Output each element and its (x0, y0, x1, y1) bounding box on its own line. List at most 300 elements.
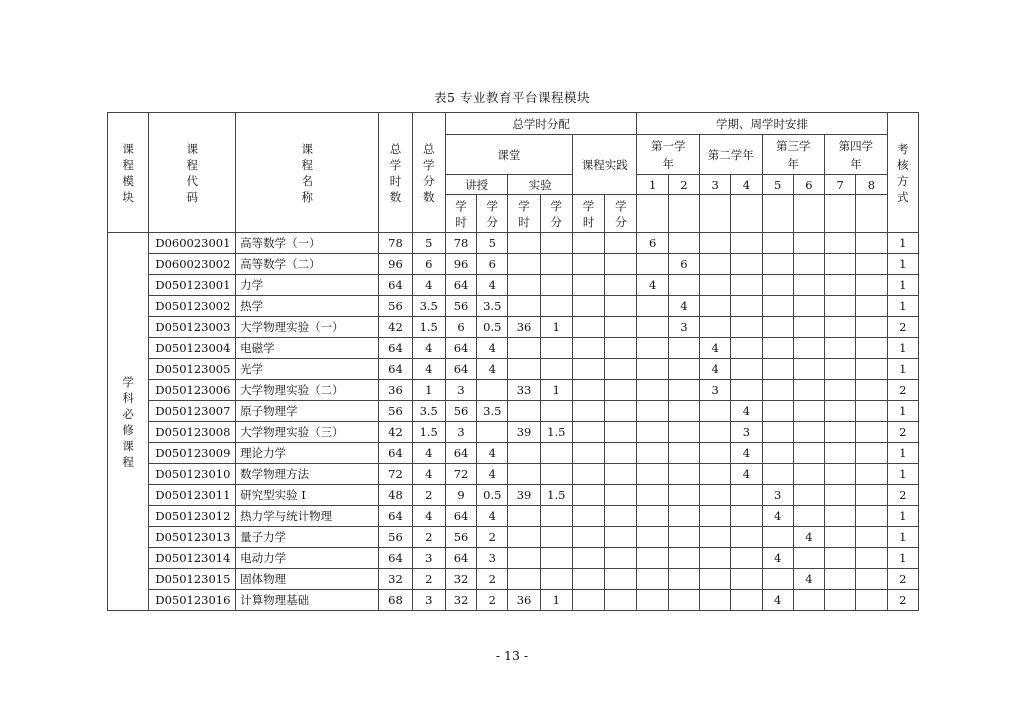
cell-name: 量子力学 (236, 527, 379, 548)
cell-name: 大学物理实验（二） (236, 380, 379, 401)
cell-lec-h: 3 (445, 422, 476, 443)
cell-t2 (668, 527, 699, 548)
header-year-1: 第一学 年 (637, 135, 700, 175)
cell-prac-c (605, 590, 637, 611)
header-hours: 学时 (508, 195, 540, 233)
header-lecture: 讲授 (445, 175, 508, 195)
cell-t4 (731, 233, 762, 254)
cell-name: 大学物理实验（一） (236, 317, 379, 338)
cell-assess: 1 (887, 443, 918, 464)
header-term-blank (762, 195, 793, 233)
cell-t2: 6 (668, 254, 699, 275)
cell-prac-h (572, 275, 604, 296)
cell-assess: 2 (887, 569, 918, 590)
cell-t3 (700, 233, 731, 254)
cell-prac-h (572, 464, 604, 485)
cell-exp-h (508, 296, 540, 317)
cell-t1 (637, 296, 668, 317)
header-credits: 学分 (605, 195, 637, 233)
cell-code: D050123007 (149, 401, 236, 422)
cell-exp-h (508, 359, 540, 380)
cell-t1 (637, 254, 668, 275)
cell-credits: 4 (412, 506, 445, 527)
cell-t3: 3 (700, 380, 731, 401)
cell-exp-c (540, 464, 572, 485)
cell-t6 (793, 254, 824, 275)
cell-t3 (700, 443, 731, 464)
cell-t2 (668, 422, 699, 443)
cell-t2 (668, 401, 699, 422)
cell-code: D050123003 (149, 317, 236, 338)
cell-t5 (762, 401, 793, 422)
table-row (108, 233, 919, 254)
cell-hours: 68 (379, 590, 412, 611)
cell-credits: 4 (412, 359, 445, 380)
cell-exp-h (508, 443, 540, 464)
cell-prac-h (572, 422, 604, 443)
header-term: 4 (731, 175, 762, 195)
header-hours: 学时 (572, 195, 604, 233)
cell-exp-c (540, 338, 572, 359)
cell-credits: 3 (412, 590, 445, 611)
cell-prac-c (605, 485, 637, 506)
cell-credits: 2 (412, 527, 445, 548)
cell-t8 (856, 422, 887, 443)
header-name: 课程名称 (236, 113, 379, 233)
cell-exp-c: 1 (540, 590, 572, 611)
cell-exp-h: 36 (508, 590, 540, 611)
cell-t7 (825, 338, 856, 359)
cell-t5 (762, 254, 793, 275)
cell-code: D050123015 (149, 569, 236, 590)
cell-prac-c (605, 443, 637, 464)
cell-hours: 64 (379, 275, 412, 296)
cell-t8 (856, 317, 887, 338)
cell-t6 (793, 233, 824, 254)
cell-name: 电磁学 (236, 338, 379, 359)
cell-name: 高等数学（二） (236, 254, 379, 275)
cell-t1: 4 (637, 275, 668, 296)
cell-credits: 1.5 (412, 422, 445, 443)
cell-prac-h (572, 506, 604, 527)
header-credits: 学分 (477, 195, 508, 233)
table-row (108, 590, 919, 611)
header-total-hours: 总学时数 (379, 113, 412, 233)
cell-t4: 4 (731, 443, 762, 464)
cell-credits: 4 (412, 464, 445, 485)
cell-exp-c: 1 (540, 317, 572, 338)
cell-assess: 1 (887, 464, 918, 485)
cell-lec-h: 56 (445, 401, 476, 422)
cell-t4 (731, 527, 762, 548)
cell-lec-h: 56 (445, 296, 476, 317)
cell-t4: 3 (731, 422, 762, 443)
cell-assess: 2 (887, 422, 918, 443)
cell-lec-h: 9 (445, 485, 476, 506)
header-term-blank (668, 195, 699, 233)
cell-lec-c: 4 (477, 275, 508, 296)
cell-prac-h (572, 569, 604, 590)
cell-lec-c: 2 (477, 590, 508, 611)
cell-assess: 1 (887, 296, 918, 317)
cell-t5 (762, 443, 793, 464)
cell-code: D050123014 (149, 548, 236, 569)
cell-prac-h (572, 338, 604, 359)
cell-t3 (700, 590, 731, 611)
table-title: 表5 专业教育平台课程模块 (434, 90, 590, 105)
cell-lec-h: 64 (445, 338, 476, 359)
cell-t7 (825, 317, 856, 338)
cell-lec-c (477, 380, 508, 401)
cell-name: 数学物理方法 (236, 464, 379, 485)
cell-t4 (731, 296, 762, 317)
page-number: - 13 - (495, 648, 529, 663)
cell-t5 (762, 527, 793, 548)
cell-lec-h: 3 (445, 380, 476, 401)
cell-t1 (637, 506, 668, 527)
cell-t2 (668, 443, 699, 464)
cell-exp-h (508, 506, 540, 527)
cell-name: 原子物理学 (236, 401, 379, 422)
cell-t4 (731, 380, 762, 401)
cell-t5 (762, 317, 793, 338)
cell-t3 (700, 422, 731, 443)
cell-prac-c (605, 464, 637, 485)
cell-credits: 2 (412, 569, 445, 590)
cell-hours: 56 (379, 527, 412, 548)
cell-t1 (637, 590, 668, 611)
cell-hours: 64 (379, 548, 412, 569)
cell-t1 (637, 317, 668, 338)
header-classroom: 课堂 (445, 135, 572, 175)
cell-t7 (825, 422, 856, 443)
cell-t5 (762, 359, 793, 380)
header-term: 5 (762, 175, 793, 195)
cell-exp-c (540, 254, 572, 275)
cell-exp-c (540, 506, 572, 527)
cell-t3 (700, 506, 731, 527)
cell-t6 (793, 464, 824, 485)
header-credits: 学分 (540, 195, 572, 233)
cell-t5: 4 (762, 506, 793, 527)
cell-t8 (856, 569, 887, 590)
cell-t2 (668, 548, 699, 569)
cell-t7 (825, 401, 856, 422)
cell-hours: 72 (379, 464, 412, 485)
cell-t5 (762, 464, 793, 485)
cell-t4 (731, 275, 762, 296)
cell-t6 (793, 590, 824, 611)
cell-t1 (637, 380, 668, 401)
cell-exp-c (540, 233, 572, 254)
header-code: 课程代码 (149, 113, 236, 233)
cell-exp-h (508, 401, 540, 422)
cell-prac-c (605, 338, 637, 359)
cell-t5 (762, 422, 793, 443)
cell-code: D050123001 (149, 275, 236, 296)
cell-name: 高等数学（一） (236, 233, 379, 254)
cell-t1 (637, 359, 668, 380)
cell-prac-h (572, 401, 604, 422)
cell-prac-c (605, 380, 637, 401)
cell-prac-c (605, 317, 637, 338)
cell-lec-c: 4 (477, 443, 508, 464)
cell-lec-c: 4 (477, 506, 508, 527)
cell-lec-c: 6 (477, 254, 508, 275)
cell-t7 (825, 506, 856, 527)
cell-code: D060023002 (149, 254, 236, 275)
cell-name: 热学 (236, 296, 379, 317)
table-row (108, 506, 919, 527)
cell-credits: 1 (412, 380, 445, 401)
cell-t3 (700, 485, 731, 506)
cell-t6 (793, 380, 824, 401)
cell-exp-c (540, 527, 572, 548)
cell-t3 (700, 254, 731, 275)
cell-exp-c: 1.5 (540, 485, 572, 506)
cell-t3 (700, 527, 731, 548)
cell-t4: 4 (731, 401, 762, 422)
cell-prac-h (572, 590, 604, 611)
cell-t6 (793, 317, 824, 338)
header-term: 1 (637, 175, 668, 195)
header-term-blank (793, 195, 824, 233)
cell-exp-h: 33 (508, 380, 540, 401)
cell-lec-h: 32 (445, 569, 476, 590)
cell-t5 (762, 338, 793, 359)
header-hours: 学时 (445, 195, 476, 233)
cell-t1 (637, 338, 668, 359)
cell-t7 (825, 548, 856, 569)
cell-exp-h (508, 569, 540, 590)
cell-t6: 4 (793, 527, 824, 548)
cell-t3 (700, 317, 731, 338)
cell-t6 (793, 443, 824, 464)
cell-prac-c (605, 275, 637, 296)
cell-name: 光学 (236, 359, 379, 380)
cell-lec-h: 78 (445, 233, 476, 254)
cell-assess: 2 (887, 485, 918, 506)
cell-exp-h: 36 (508, 317, 540, 338)
cell-t7 (825, 296, 856, 317)
cell-code: D050123010 (149, 464, 236, 485)
cell-t2 (668, 359, 699, 380)
cell-t3 (700, 548, 731, 569)
cell-exp-c (540, 296, 572, 317)
cell-t3 (700, 569, 731, 590)
cell-code: D050123013 (149, 527, 236, 548)
cell-t8 (856, 275, 887, 296)
cell-t2 (668, 464, 699, 485)
cell-exp-h (508, 338, 540, 359)
cell-exp-h (508, 254, 540, 275)
cell-lec-h: 6 (445, 317, 476, 338)
cell-t5 (762, 380, 793, 401)
cell-t5 (762, 296, 793, 317)
header-total-credits: 总学分数 (412, 113, 445, 233)
header-semester-arrangement: 学期、周学时安排 (637, 113, 887, 135)
cell-t2 (668, 275, 699, 296)
cell-t5 (762, 275, 793, 296)
table-row (108, 359, 919, 380)
cell-prac-c (605, 548, 637, 569)
cell-hours: 64 (379, 506, 412, 527)
cell-assess: 1 (887, 254, 918, 275)
cell-hours: 48 (379, 485, 412, 506)
cell-code: D050123002 (149, 296, 236, 317)
header-term-blank (731, 195, 762, 233)
cell-credits: 4 (412, 443, 445, 464)
cell-assess: 1 (887, 359, 918, 380)
cell-t3 (700, 296, 731, 317)
cell-prac-h (572, 233, 604, 254)
cell-t4 (731, 317, 762, 338)
cell-t8 (856, 380, 887, 401)
cell-lec-c: 3 (477, 548, 508, 569)
cell-prac-c (605, 254, 637, 275)
cell-prac-c (605, 401, 637, 422)
cell-lec-c: 0.5 (477, 317, 508, 338)
cell-name: 大学物理实验（三） (236, 422, 379, 443)
cell-t8 (856, 548, 887, 569)
cell-t1 (637, 401, 668, 422)
table-row (108, 527, 919, 548)
cell-exp-c (540, 443, 572, 464)
cell-t8 (856, 338, 887, 359)
cell-t8 (856, 233, 887, 254)
cell-t8 (856, 401, 887, 422)
cell-exp-h (508, 464, 540, 485)
cell-t4 (731, 359, 762, 380)
cell-exp-h (508, 548, 540, 569)
cell-t4 (731, 506, 762, 527)
cell-t6 (793, 401, 824, 422)
table-row (108, 401, 919, 422)
cell-t7 (825, 233, 856, 254)
cell-assess: 2 (887, 380, 918, 401)
cell-exp-h (508, 527, 540, 548)
cell-t7 (825, 254, 856, 275)
cell-t7 (825, 569, 856, 590)
cell-t2 (668, 506, 699, 527)
header-experiment: 实验 (508, 175, 573, 195)
cell-t8 (856, 296, 887, 317)
cell-lec-h: 64 (445, 275, 476, 296)
cell-t1: 6 (637, 233, 668, 254)
header-term-blank (856, 195, 887, 233)
cell-t2 (668, 380, 699, 401)
cell-code: D050123004 (149, 338, 236, 359)
cell-lec-h: 64 (445, 359, 476, 380)
cell-exp-h (508, 233, 540, 254)
cell-name: 电动力学 (236, 548, 379, 569)
cell-credits: 1.5 (412, 317, 445, 338)
table-row (108, 380, 919, 401)
cell-hours: 42 (379, 317, 412, 338)
cell-credits: 3 (412, 548, 445, 569)
cell-t1 (637, 485, 668, 506)
header-assessment: 考核方式 (887, 113, 918, 233)
cell-code: D050123006 (149, 380, 236, 401)
cell-assess: 2 (887, 317, 918, 338)
cell-exp-h (508, 275, 540, 296)
header-term: 3 (700, 175, 731, 195)
header-hour-distribution: 总学时分配 (445, 113, 637, 135)
cell-credits: 5 (412, 233, 445, 254)
cell-prac-h (572, 296, 604, 317)
cell-lec-h: 72 (445, 464, 476, 485)
cell-t4 (731, 590, 762, 611)
table-row (108, 317, 919, 338)
cell-t4 (731, 338, 762, 359)
cell-lec-h: 56 (445, 527, 476, 548)
cell-prac-h (572, 527, 604, 548)
cell-lec-c (477, 422, 508, 443)
cell-t1 (637, 569, 668, 590)
cell-prac-c (605, 569, 637, 590)
table-row (108, 254, 919, 275)
cell-t7 (825, 590, 856, 611)
cell-t2: 4 (668, 296, 699, 317)
cell-t7 (825, 380, 856, 401)
cell-assess: 1 (887, 548, 918, 569)
cell-lec-h: 64 (445, 443, 476, 464)
cell-t6 (793, 338, 824, 359)
cell-prac-h (572, 380, 604, 401)
header-year-3: 第三学 年 (762, 135, 825, 175)
header-term-blank (700, 195, 731, 233)
cell-t1 (637, 422, 668, 443)
cell-assess: 1 (887, 527, 918, 548)
header-term: 6 (793, 175, 824, 195)
cell-t8 (856, 464, 887, 485)
cell-hours: 64 (379, 338, 412, 359)
cell-assess: 1 (887, 338, 918, 359)
cell-prac-h (572, 317, 604, 338)
cell-t8 (856, 443, 887, 464)
cell-t6 (793, 548, 824, 569)
cell-t4 (731, 485, 762, 506)
header-practice: 课程实践 (572, 135, 637, 195)
cell-t3 (700, 275, 731, 296)
cell-assess: 1 (887, 506, 918, 527)
cell-exp-c: 1.5 (540, 422, 572, 443)
course-table (107, 112, 919, 611)
cell-t7 (825, 359, 856, 380)
cell-name: 研究型实验 I (236, 485, 379, 506)
cell-assess: 1 (887, 275, 918, 296)
cell-t8 (856, 485, 887, 506)
cell-exp-h: 39 (508, 485, 540, 506)
cell-hours: 56 (379, 401, 412, 422)
cell-t3: 4 (700, 338, 731, 359)
cell-t5 (762, 233, 793, 254)
cell-code: D060023001 (149, 233, 236, 254)
cell-credits: 3.5 (412, 401, 445, 422)
cell-hours: 78 (379, 233, 412, 254)
header-term: 2 (668, 175, 699, 195)
cell-t6 (793, 275, 824, 296)
cell-lec-h: 64 (445, 548, 476, 569)
cell-t1 (637, 464, 668, 485)
cell-hours: 32 (379, 569, 412, 590)
cell-exp-c (540, 401, 572, 422)
cell-credits: 2 (412, 485, 445, 506)
cell-t5: 4 (762, 590, 793, 611)
table-row (108, 464, 919, 485)
cell-lec-c: 3.5 (477, 296, 508, 317)
cell-lec-h: 64 (445, 506, 476, 527)
